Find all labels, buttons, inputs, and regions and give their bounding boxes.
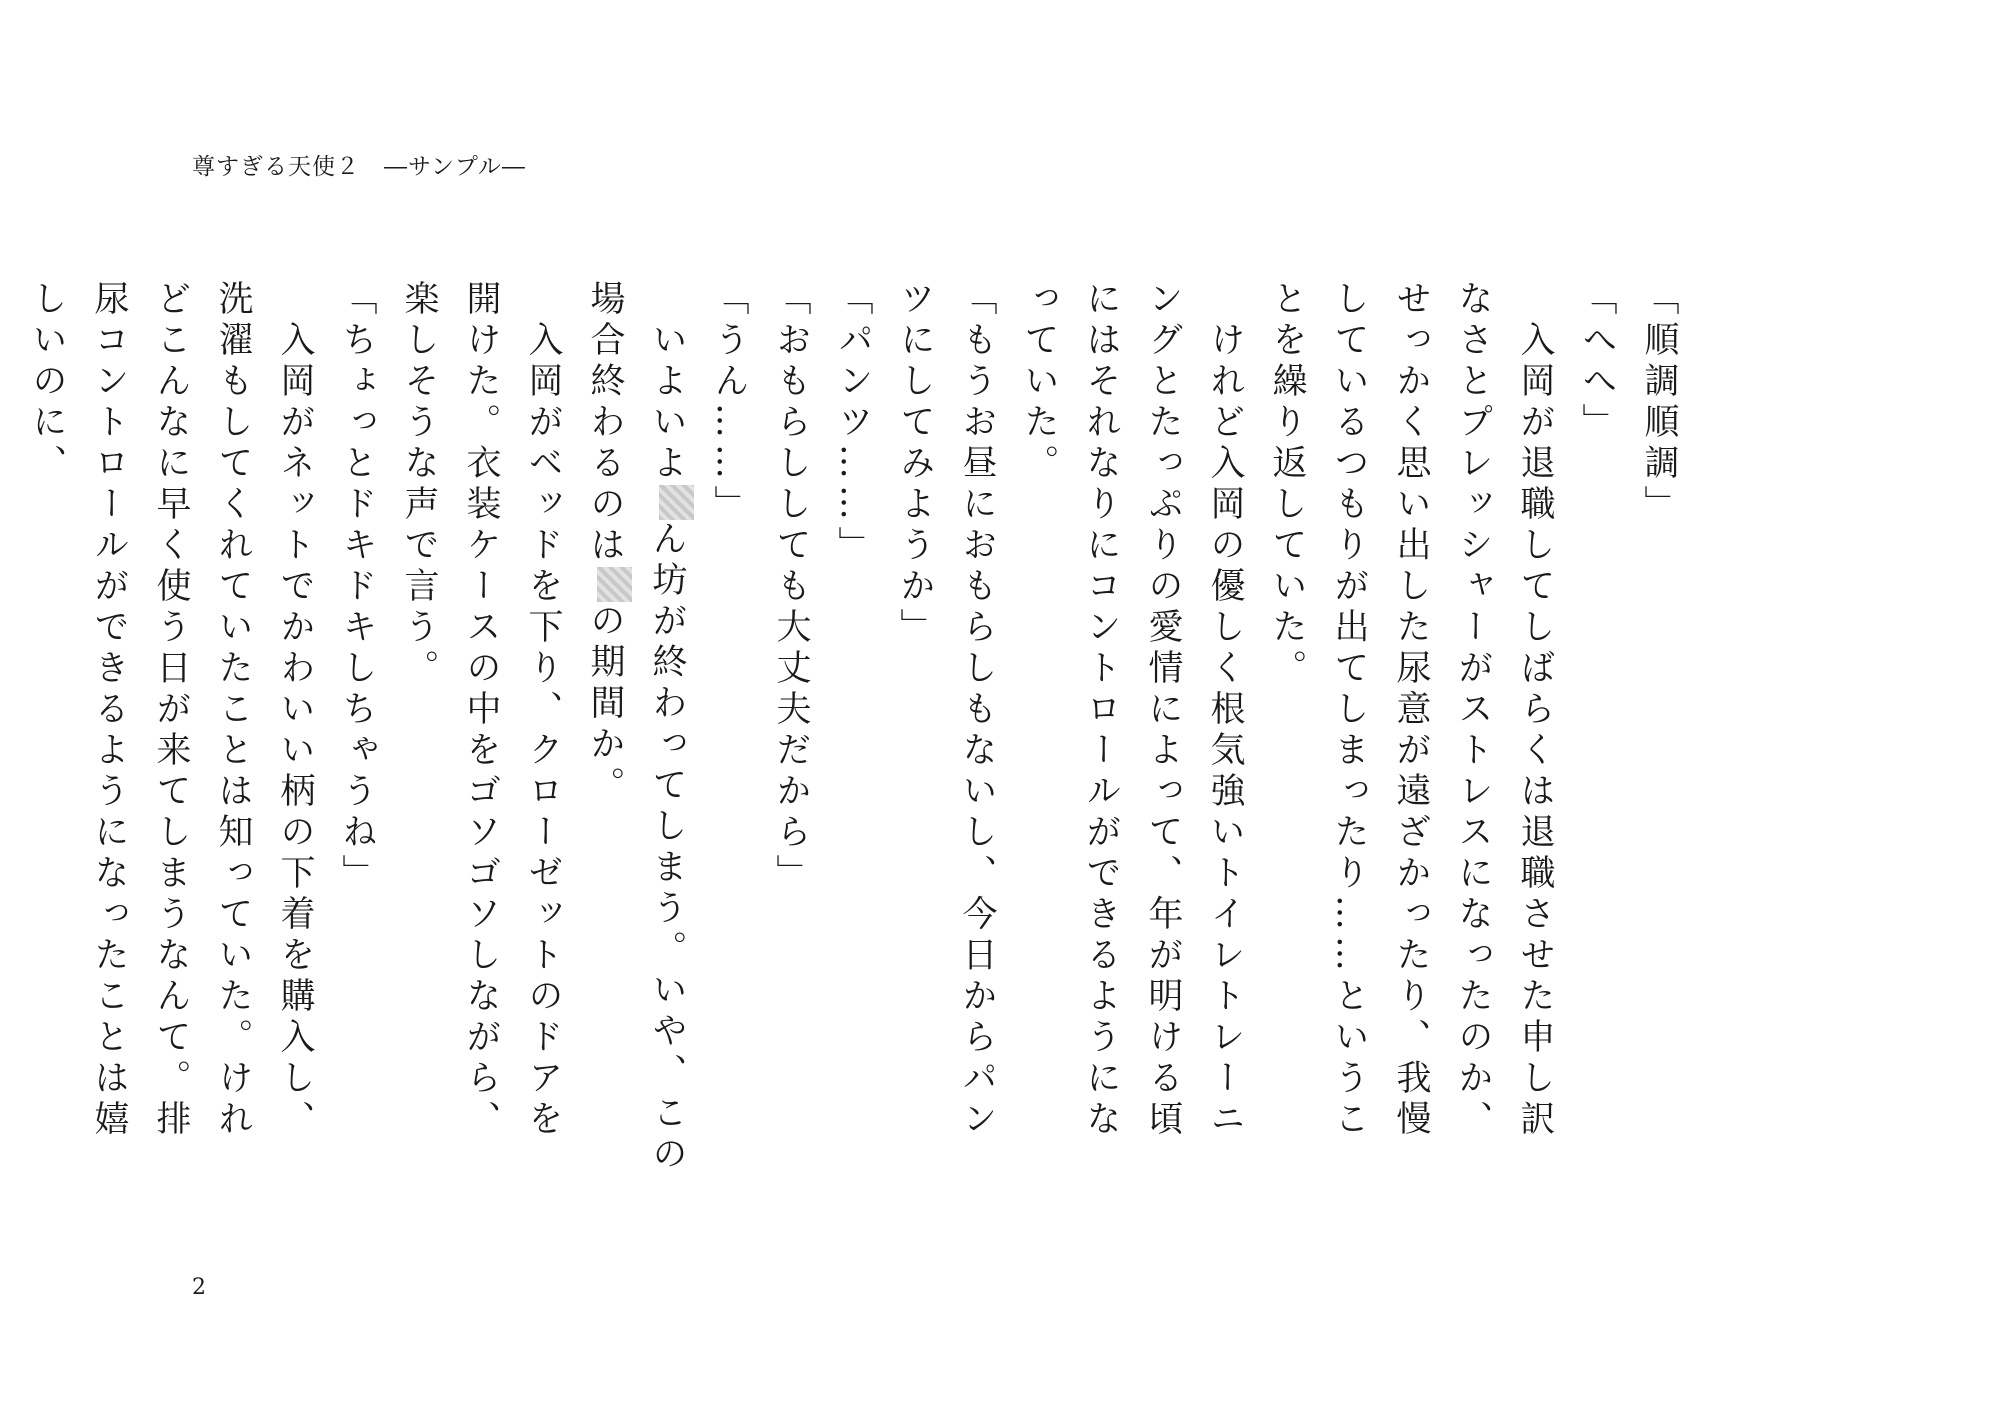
body-paragraph	[326, 280, 388, 1180]
paragraph-text: の期間か。	[585, 602, 625, 807]
censored-text-mosaic	[597, 567, 632, 602]
body-paragraph	[1008, 280, 1256, 1180]
censored-text-mosaic	[659, 485, 694, 520]
body-paragraph	[388, 280, 574, 1180]
paragraph-text: 「パンツ……」	[833, 280, 873, 567]
paragraph-text: 「順調順調」	[1639, 280, 1679, 526]
body-text	[27, 280, 1690, 1180]
body-paragraph	[1628, 280, 1690, 1180]
body-paragraph	[698, 280, 760, 1180]
body-paragraph	[1566, 280, 1628, 1180]
body-paragraph	[574, 280, 698, 1180]
body-paragraph	[822, 280, 884, 1180]
paragraph-text: 「うん……」	[709, 280, 749, 526]
paragraph-text: ん坊が終わってしまう。いや、この場合終わるのは	[585, 280, 687, 1176]
paragraph-text: 入岡がネットでかわいい柄の下着を購入し、洗濯もしてくれていたことは知っていた。けれどこんなに早く使う日が来てしまうなんて。排尿コントロールができるようになったことは嬉しいのに、	[27, 280, 315, 1141]
paragraph-text: 入岡がベッドを下り、クローゼットのドアを開けた。衣装ケースの中をゴソゴソしながら、楽しそうな声で言う。	[399, 280, 563, 1141]
body-paragraph	[760, 280, 822, 1180]
paragraph-text: けれど入岡の優しく根気強いトイレトレーニングとたっぷりの愛情によって、年が明ける頃にはそれなりにコントロールができるようになっていた。	[1019, 280, 1245, 1141]
paragraph-text: 「ちょっとドキドキしちゃうね」	[337, 280, 377, 895]
body-paragraph	[1256, 280, 1566, 1180]
paragraph-text: 「もうお昼におもらしもないし、今日からパンツにしてみようか」	[895, 280, 997, 1141]
paragraph-text: 「へへ」	[1577, 280, 1617, 444]
body-paragraph	[884, 280, 1008, 1180]
page-header-title: 尊すぎる天使２ ―サンプル―	[192, 154, 526, 180]
paragraph-text: いよいよ	[647, 321, 687, 485]
page-number: 2	[192, 1275, 206, 1300]
paragraph-text: 入岡が退職してしばらくは退職させた申し訳なさとプレッシャーがストレスになったのか、せっかく思い出した尿意が遠ざかったり、我慢しているつもりが出てしまったり……ということを繰り返していた。	[1267, 280, 1555, 1141]
paragraph-text: 「おもらししても大丈夫だから」	[771, 280, 811, 895]
body-paragraph	[16, 280, 326, 1180]
